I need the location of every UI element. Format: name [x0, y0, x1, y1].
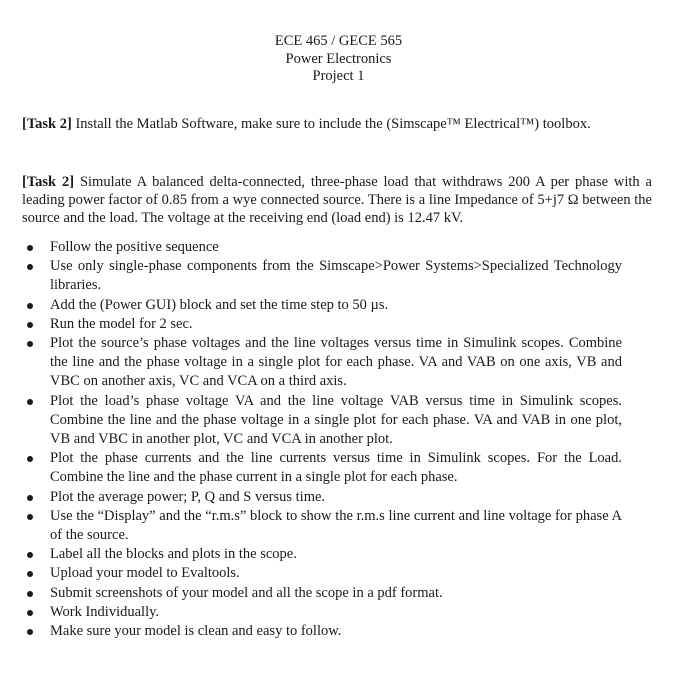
- bullet-icon: [27, 552, 33, 558]
- bullet-icon: [27, 514, 33, 520]
- bullet-icon: [27, 610, 33, 616]
- list-item: Plot the load’s phase voltage VA and the line voltage VAB versus time in Simulink scopes. Combine the line and the phase voltage in a single plot for each phase. VA and VAB in one plot, VB and VBC in another plot, VC and VCA in another plot.: [22, 392, 622, 450]
- bullet-icon: [27, 264, 33, 270]
- list-item: Make sure your model is clean and easy to follow.: [22, 622, 622, 641]
- list-item: Add the (Power GUI) block and set the time step to 50 µs.: [22, 296, 622, 315]
- task-text: Simulate A balanced delta-connected, three-phase load that withdraws 200 A per phase with a leading power factor of 0.85 from a wye connected source. There is a line Impedance of 5+j7 Ω between the source and the load. The voltage at the receiving end (load end) is 12.47 kV.: [22, 174, 652, 226]
- list-item: Plot the source’s phase voltages and the line voltages versus time in Simulink scopes. Combine the line and the phase voltage in a single plot for each phase. VA and VAB on one axis, VB and VBC on another axis, VC and VCA on a third axis.: [22, 334, 622, 392]
- bullet-icon: [27, 303, 33, 309]
- list-item: Run the model for 2 sec.: [22, 315, 622, 334]
- list-item: Work Individually.: [22, 603, 622, 622]
- list-item: Label all the blocks and plots in the scope.: [22, 545, 622, 564]
- list-item: Submit screenshots of your model and all the scope in a pdf format.: [22, 584, 622, 603]
- course-subject: Power Electronics: [285, 50, 392, 67]
- bullet-icon: [27, 571, 33, 577]
- list-item: Follow the positive sequence: [22, 238, 622, 257]
- course-code: ECE 465 / GECE 565: [274, 33, 403, 49]
- bullet-icon: [27, 456, 33, 462]
- list-item: Upload your model to Evaltools.: [22, 564, 622, 583]
- project-title: Project 1: [312, 68, 365, 84]
- list-item: Use only single-phase components from the Simscape>Power Systems>Specialized Technology libraries.: [22, 257, 622, 295]
- list-item: Plot the phase currents and the line currents versus time in Simulink scopes. For the Load. Combine the line and the phase current in a single plot for each phase.: [22, 449, 622, 487]
- task-label: [Task 2]: [22, 174, 75, 190]
- bullet-icon: [27, 399, 33, 405]
- requirements-list: [22, 238, 622, 641]
- bullet-icon: [27, 629, 33, 635]
- bullet-icon: [27, 322, 33, 328]
- document-header: [0, 33, 677, 86]
- bullet-icon: [27, 341, 33, 347]
- task-install-paragraph: [22, 115, 652, 133]
- list-item: Use the “Display” and the “r.m.s” block to show the r.m.s line current and line voltage for phase A of the source.: [22, 507, 622, 545]
- bullet-icon: [27, 591, 33, 597]
- bullet-icon: [27, 245, 33, 251]
- list-item: Plot the average power; P, Q and S versus time.: [22, 488, 622, 507]
- task-text: Install the Matlab Software, make sure to include the (Simscape™ Electrical™) toolbox.: [71, 116, 591, 132]
- task-simulate-paragraph: [22, 173, 652, 227]
- bullet-icon: [27, 495, 33, 501]
- task-label: [Task 2]: [22, 116, 72, 132]
